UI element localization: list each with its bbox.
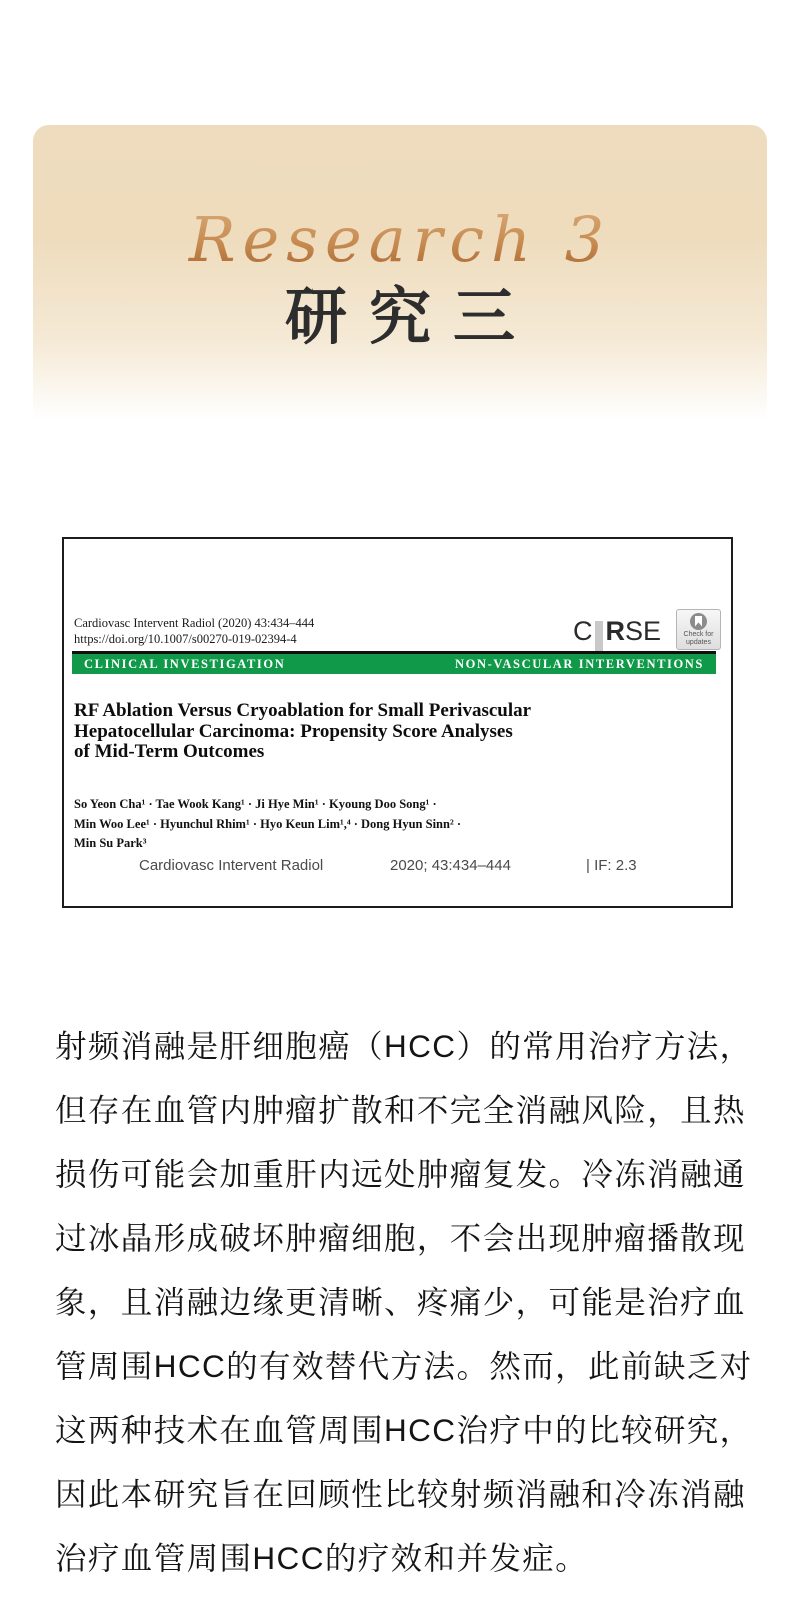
bookmark-glyph <box>695 616 702 627</box>
paper-title <box>74 701 531 763</box>
journal-citation-line: Cardiovasc Intervent Radiol (2020) 43:434–444 <box>74 616 315 630</box>
citation-volume-pages: 2020; 43:434–444 <box>390 857 511 874</box>
section-label-left: CLINICAL INVESTIGATION <box>84 656 286 671</box>
abstract-line: 因此本研究旨在回顾性比较射频消融和冷冻消融 <box>55 1476 746 1512</box>
check-updates-label <box>684 631 714 647</box>
section-label-right: NON-VASCULAR INTERVENTIONS <box>455 656 704 671</box>
abstract-line: 治疗血管周围HCC的疗效和并发症。 <box>55 1540 589 1576</box>
author-line: Min Su Park³ <box>74 836 147 850</box>
hero-card <box>33 125 767 427</box>
author-line: Min Woo Lee¹ · Hyunchul Rhim¹ · Hyo Keun Lim¹,⁴ · Dong Hyun Sinn² · <box>74 816 461 831</box>
cirse-logo-letter-c: C <box>572 616 593 646</box>
paper-title-line: of Mid-Term Outcomes <box>74 741 265 762</box>
hero-title-chinese: 研究三 <box>284 284 537 352</box>
journal-reference <box>74 615 314 647</box>
cirse-logo-i-bar <box>595 621 603 654</box>
cirse-logo-letters-se: SE <box>624 616 661 646</box>
paper-title-line: RF Ablation Versus Cryoablation for Small Perivascular <box>74 700 532 721</box>
paper-title-line: Hepatocellular Carcinoma: Propensity Score Analyses <box>74 720 513 742</box>
paper-authors <box>74 795 461 854</box>
paper-snapshot <box>62 537 733 908</box>
abstract-line: 管周围HCC的有效替代方法。然而，此前缺乏对 <box>55 1348 753 1384</box>
abstract-line: 这两种技术在血管周围HCC治疗中的比较研究， <box>55 1412 753 1448</box>
abstract-line: 象，且消融边缘更清晰、疼痛少，可能是治疗血 <box>55 1284 746 1320</box>
abstract-line: 损伤可能会加重肝内远处肿瘤复发。冷冻消融通 <box>55 1156 746 1192</box>
check-updates-label-line2: updates <box>686 639 711 646</box>
citation-impact-factor: | IF: 2.3 <box>586 857 637 874</box>
hero-title-english: Research 3 <box>33 205 767 275</box>
check-updates-label-line1: Check for <box>683 631 714 638</box>
section-banner <box>72 651 716 674</box>
abstract-line: 过冰晶形成破坏肿瘤细胞，不会出现肿瘤播散现 <box>55 1220 746 1256</box>
header-logo-group <box>573 609 721 650</box>
citation-journal: Cardiovasc Intervent Radiol <box>139 857 324 874</box>
cirse-logo-letter-r: R <box>605 616 625 646</box>
abstract-line: 射频消融是肝细胞癌（HCC）的常用治疗方法， <box>55 1028 753 1064</box>
author-line: So Yeon Cha¹ · Tae Wook Kang¹ · Ji Hye Min¹ · Kyoung Doo Song¹ · <box>74 797 437 811</box>
bookmark-icon <box>690 613 707 630</box>
abstract-text <box>55 1014 761 1590</box>
abstract-line: 但存在血管内肿瘤扩散和不完全消融风险，且热 <box>55 1092 746 1128</box>
cirse-logo <box>573 615 661 648</box>
citation-row <box>64 857 731 877</box>
journal-doi: https://doi.org/10.1007/s00270-019-02394-4 <box>74 632 297 646</box>
check-updates-badge[interactable] <box>676 609 721 650</box>
